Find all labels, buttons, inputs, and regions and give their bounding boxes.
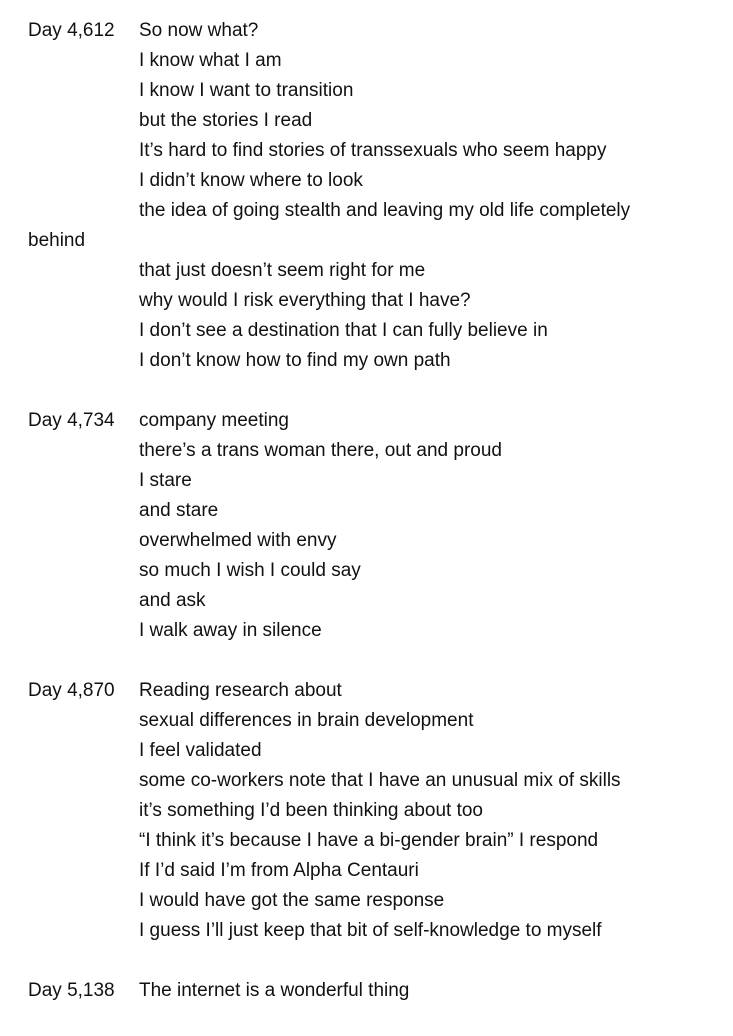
- entry-line-text: overwhelmed with envy: [139, 530, 337, 551]
- entry-line: [28, 286, 718, 316]
- entry-line: [28, 46, 718, 76]
- entry-line-text: So now what?: [139, 20, 259, 41]
- journal-entry: [28, 976, 718, 1006]
- entry-line: [28, 16, 718, 46]
- entry-line-text: The internet is a wonderful thing: [139, 980, 410, 1001]
- entry-line: [28, 886, 718, 916]
- entry-line-text: I guess I’ll just keep that bit of self-knowledge to myself: [139, 920, 602, 941]
- entry-line: [28, 316, 718, 346]
- entry-line-text: why would I risk everything that I have?: [139, 290, 471, 311]
- entry-day-label: Day 4,734: [28, 410, 115, 431]
- entry-line: [28, 136, 718, 166]
- entry-day-label: Day 5,138: [28, 980, 115, 1001]
- entry-line: [28, 766, 718, 796]
- entry-line: [28, 106, 718, 136]
- entry-line-text: that just doesn’t seem right for me: [139, 260, 426, 281]
- entry-line-text: but the stories I read: [139, 110, 313, 131]
- entry-line-text: I would have got the same response: [139, 890, 445, 911]
- entry-line: [28, 856, 718, 886]
- entry-line: [28, 436, 718, 466]
- entry-line: [28, 196, 718, 226]
- entry-line-wrapped: [28, 226, 718, 256]
- entry-line: [28, 556, 718, 586]
- entry-day-label: Day 4,612: [28, 20, 115, 41]
- journal-document: [28, 16, 718, 1036]
- entry-line-text: sexual differences in brain development: [139, 710, 474, 731]
- entry-line-text: the idea of going stealth and leaving my old life completely: [139, 200, 631, 221]
- entry-line-text: and ask: [139, 590, 206, 611]
- entry-line: [28, 676, 718, 706]
- entry-line: [28, 736, 718, 766]
- entry-line-text: behind: [28, 230, 86, 251]
- entry-line: [28, 916, 718, 946]
- entry-line-text: there’s a trans woman there, out and proud: [139, 440, 502, 461]
- entry-line-text: I stare: [139, 470, 192, 491]
- entry-line: [28, 796, 718, 826]
- entry-line-text: company meeting: [139, 410, 289, 431]
- entry-line-text: I didn’t know where to look: [139, 170, 363, 191]
- entry-line-text: some co-workers note that I have an unusual mix of skills: [139, 770, 621, 791]
- entry-line-text: I don’t see a destination that I can fully believe in: [139, 320, 548, 341]
- entry-line-text: I know what I am: [139, 50, 282, 71]
- entry-line: [28, 346, 718, 376]
- entry-day-label: Day 4,870: [28, 680, 115, 701]
- entry-line: [28, 586, 718, 616]
- entry-line: [28, 76, 718, 106]
- entry-line-text: “I think it’s because I have a bi-gender brain” I respond: [139, 830, 599, 851]
- entry-line-text: so much I wish I could say: [139, 560, 361, 581]
- entry-line-text: and stare: [139, 500, 219, 521]
- entry-line-text: It’s hard to find stories of transsexuals who seem happy: [139, 140, 607, 161]
- entry-line: [28, 466, 718, 496]
- entry-line-text: it’s something I’d been thinking about too: [139, 800, 483, 821]
- entry-line: [28, 256, 718, 286]
- entry-line: [28, 826, 718, 856]
- journal-entry: [28, 16, 718, 376]
- entry-line: [28, 706, 718, 736]
- entry-line: [28, 496, 718, 526]
- entry-line-text: I walk away in silence: [139, 620, 322, 641]
- entry-line-text: I know I want to transition: [139, 80, 354, 101]
- entry-line-text: I feel validated: [139, 740, 262, 761]
- entry-line-text: Reading research about: [139, 680, 342, 701]
- entry-line: [28, 976, 718, 1006]
- entry-line-text: I don’t know how to find my own path: [139, 350, 451, 371]
- journal-entry: [28, 406, 718, 646]
- entry-line: [28, 406, 718, 436]
- entry-line-text: If I’d said I’m from Alpha Centauri: [139, 860, 419, 881]
- entry-line: [28, 616, 718, 646]
- entry-line: [28, 526, 718, 556]
- journal-entry: [28, 676, 718, 946]
- entry-line: [28, 166, 718, 196]
